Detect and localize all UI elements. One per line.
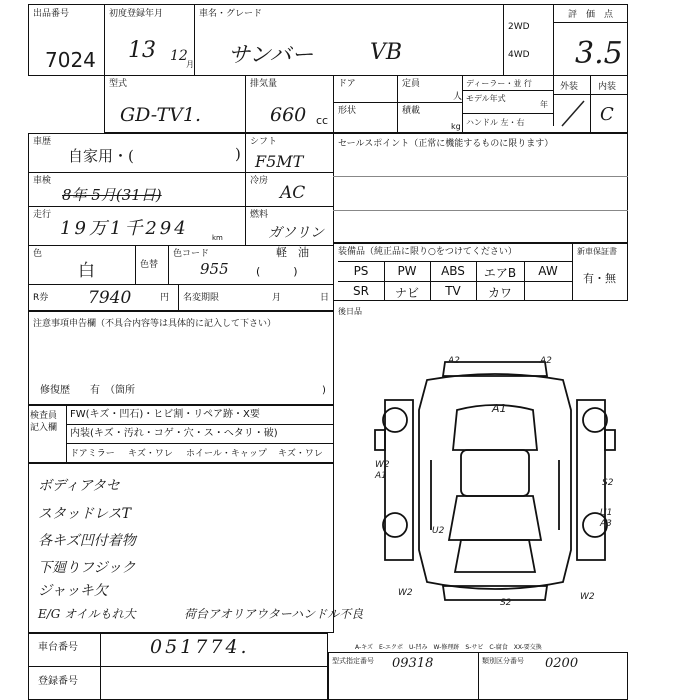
notes-label: 注意事項申告欄（不具合内容等は具体的に記入して下さい） [33, 319, 277, 329]
equip-leather: カワ [487, 286, 512, 300]
damage-mark-7: U2 [432, 526, 445, 536]
drive-4wd: 4WD [508, 50, 530, 60]
car-damage-diagram [365, 350, 625, 610]
damage-legend: A-キズ E-エクボ U-凹み W-修理跡 S-サビ C-腐食 XX-要交換 [355, 644, 542, 651]
history-label: 車歴 [33, 137, 52, 147]
lot-no-label: 出品番号 [33, 9, 70, 19]
color-value: 白 [78, 261, 95, 281]
damage-mark-2: A2 [540, 356, 552, 366]
color-change-label: 色替 [140, 260, 159, 270]
door-label: ドア [338, 79, 356, 89]
type-value: GD-TV1. [120, 104, 202, 126]
class-no-value: 0200 [545, 656, 579, 671]
auth-no-label: 型式指定番号 [332, 657, 374, 665]
history-value: 自家用・( [68, 147, 134, 165]
grade: VB [370, 40, 403, 65]
mileage-label: 走行 [33, 210, 52, 220]
handle-label: ハンドル 左・右 [466, 118, 525, 127]
lot-no: 7024 [45, 48, 96, 72]
model-year-label: モデル年式 [466, 94, 506, 103]
first-reg-month-unit: 月 [186, 60, 194, 69]
equip-abs: ABS [441, 264, 465, 278]
fuel-label: 燃料 [250, 210, 269, 220]
inspector-row-1: FW(キズ・凹石)・ヒビ割・リペア跡・X要 [70, 409, 260, 420]
chassis-value: 051774. [150, 636, 250, 658]
sales-point-box [333, 133, 628, 243]
new-car-warranty-value: 有・無 [583, 272, 616, 285]
note-line-1: ボディアタセ [38, 478, 120, 494]
shift-value: F5MT [255, 152, 304, 171]
mileage-value: 19万1千294 [60, 218, 189, 239]
model-name: サンバー [228, 43, 314, 68]
model-year-unit: 年 [540, 100, 548, 109]
mileage-unit: km [212, 234, 223, 242]
equip-navi: ナビ [394, 286, 419, 300]
damage-mark-8: S2 [500, 598, 512, 608]
first-reg-year: 13 [128, 38, 156, 63]
name-change-day: 日 [320, 293, 330, 303]
history-close: ) [235, 145, 241, 163]
registration-label: 登録番号 [38, 676, 78, 687]
repair-label: 修復歴 有 （箇所 [40, 385, 135, 396]
capacity-unit: 人 [453, 92, 463, 102]
displacement-unit: cc [316, 114, 329, 127]
equip-airbag: エアB [483, 266, 517, 280]
equip-ps: PS [353, 264, 369, 278]
color-code-label: 色コード [173, 249, 210, 259]
fuel-paren: ( ) [256, 265, 298, 278]
aircon-label: 冷房 [250, 176, 269, 186]
load-unit: kg [451, 122, 461, 131]
shift-label: シフト [250, 137, 278, 147]
chassis-label: 車台番号 [38, 642, 78, 653]
recycle-value: 7940 [88, 288, 132, 308]
equip-aw: AW [538, 264, 558, 278]
displacement-value: 660 [270, 104, 307, 126]
equip-sr: SR [353, 284, 369, 298]
inspector-label: 検査員記入欄 [30, 411, 58, 433]
inspector-row-3d: キズ・ワレ [278, 449, 323, 459]
type-label: 型式 [109, 79, 128, 89]
model-grade-label: 車名・グレード [199, 9, 263, 19]
inspector-row-2: 内装(キズ・汚れ・コゲ・穴・ス・へタリ・破) [70, 428, 278, 439]
displacement-label: 排気量 [250, 79, 278, 89]
name-change-month: 月 [272, 293, 282, 303]
damage-mark-4: W2 A1 [375, 460, 390, 481]
inspector-row-3a: ドアミラー [70, 449, 115, 459]
new-car-warranty-label: 新車保証書 [577, 247, 617, 256]
inspector-row-3b: キズ・ワレ [128, 449, 173, 459]
score-label: 評 価 点 [568, 10, 614, 20]
damage-mark-6: U1 A3 [600, 508, 613, 529]
dealer-label: ディーラー・並 行 [466, 79, 532, 88]
class-no-label: 類別区分番号 [482, 657, 524, 665]
damage-mark-10: W2 [580, 592, 595, 602]
equipment-label: 装備品（純正品に限り○をつけてください） [338, 247, 517, 257]
damage-mark-5: S2 [602, 478, 614, 488]
aircon-value: AC [280, 183, 306, 203]
sales-point-label: セールスポイント（正常に機能するものに限ります） [338, 139, 554, 149]
note-line-5: ジャッキ欠 [38, 583, 108, 599]
equip-pw: PW [397, 264, 417, 278]
inspection-label: 車検 [33, 176, 52, 186]
interior-label: 内装 [598, 82, 617, 92]
equip-tv: TV [445, 284, 461, 298]
inspector-row-3c: ホイール・キャップ [186, 449, 267, 459]
color-label: 色 [33, 249, 43, 259]
shape-label: 形状 [338, 106, 357, 116]
later-label: 後日品 [338, 307, 362, 316]
note-line-4: 下廻りフジック [38, 560, 136, 576]
score: 3.5 [575, 36, 623, 71]
color-code-value: 955 [200, 260, 229, 278]
interior-grade: C [600, 104, 614, 125]
auth-no-value: 09318 [392, 656, 434, 671]
load-label: 積載 [402, 106, 421, 116]
damage-mark-1: A2 [448, 356, 460, 366]
note-line-6: E/G オイルもれ大 [38, 607, 136, 621]
recycle-label: R券 [33, 293, 49, 303]
damage-mark-9: W2 [398, 588, 413, 598]
first-reg-label: 初度登録年月 [109, 9, 164, 19]
fuel-option: 軽 油 [276, 246, 309, 259]
exterior-label: 外装 [560, 82, 579, 92]
recycle-unit: 円 [160, 293, 170, 303]
first-reg-month: 12 [170, 48, 188, 64]
inspection-value: 8年 5月(31日) [62, 186, 162, 204]
fuel-value: ガソリン [268, 225, 324, 241]
name-change-label: 名変期限 [183, 293, 220, 303]
capacity-label: 定員 [402, 79, 421, 89]
note-line-3: 各キズ凹付着物 [38, 533, 136, 549]
damage-mark-3: A1 [492, 402, 507, 415]
note-line-2: スタッドレスT [38, 506, 131, 522]
repair-close: ) [322, 385, 326, 396]
exterior-slash-mark [558, 98, 588, 130]
drive-2wd: 2WD [508, 22, 530, 32]
note-line-7: 荷台アオリアウターハンドル不良 [184, 607, 364, 621]
